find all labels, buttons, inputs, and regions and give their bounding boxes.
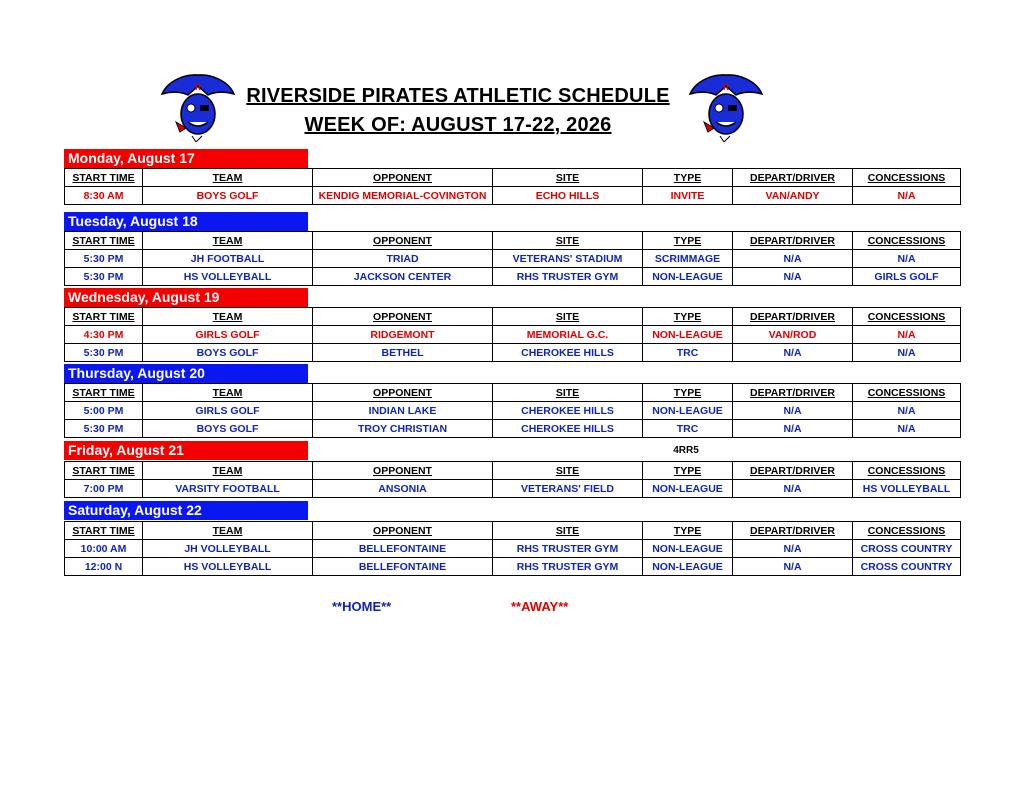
depart-driver-cell: N/A [733,480,853,498]
day-header: Friday, August 21 [64,441,308,460]
concessions-cell: N/A [853,187,961,205]
day-header: Monday, August 17 [64,149,308,168]
column-header: TEAM [143,462,313,480]
column-header: START TIME [65,462,143,480]
column-header: TYPE [643,232,733,250]
table-row [65,344,961,362]
opponent-cell: JACKSON CENTER [313,268,493,286]
type-cell: TRC [643,420,733,438]
start-time-cell: 8:30 AM [65,187,143,205]
schedule-table [64,521,961,576]
day-header: Thursday, August 20 [64,364,308,383]
column-header: OPPONENT [313,522,493,540]
schedule-title [0,82,916,140]
type-cell: NON-LEAGUE [643,480,733,498]
start-time-cell: 4:30 PM [65,326,143,344]
concessions-cell: HS VOLLEYBALL [853,480,961,498]
pirate-mascot-icon [158,72,238,142]
depart-driver-cell: VAN/ROD [733,326,853,344]
column-header: TYPE [643,169,733,187]
type-cell: TRC [643,344,733,362]
site-cell: RHS TRUSTER GYM [493,558,643,576]
column-header: CONCESSIONS [853,308,961,326]
column-header: SITE [493,169,643,187]
column-header: SITE [493,308,643,326]
depart-driver-cell: VAN/ANDY [733,187,853,205]
column-header: TEAM [143,232,313,250]
schedule-table [64,461,961,498]
table-row [65,402,961,420]
opponent-cell: BELLEFONTAINE [313,558,493,576]
type-cell: NON-LEAGUE [643,558,733,576]
svg-text:R: R [195,83,201,92]
site-cell: CHEROKEE HILLS [493,420,643,438]
opponent-cell: RIDGEMONT [313,326,493,344]
site-cell: MEMORIAL G.C. [493,326,643,344]
column-header: SITE [493,522,643,540]
depart-driver-cell: N/A [733,558,853,576]
table-row [65,187,961,205]
column-header: TYPE [643,384,733,402]
column-header: TEAM [143,308,313,326]
column-header: SITE [493,462,643,480]
table-row [65,558,961,576]
column-header: START TIME [65,308,143,326]
team-cell: HS VOLLEYBALL [143,268,313,286]
column-header: CONCESSIONS [853,169,961,187]
column-header: SITE [493,232,643,250]
team-cell: HS VOLLEYBALL [143,558,313,576]
concessions-cell: GIRLS GOLF [853,268,961,286]
column-header: TYPE [643,308,733,326]
team-cell: BOYS GOLF [143,420,313,438]
column-header: DEPART/DRIVER [733,169,853,187]
column-header: CONCESSIONS [853,384,961,402]
opponent-cell: ANSONIA [313,480,493,498]
svg-text:R: R [723,83,729,92]
type-cell: NON-LEAGUE [643,326,733,344]
site-cell: CHEROKEE HILLS [493,344,643,362]
title-line-2: WEEK OF: AUGUST 17-22, 2026 [304,114,612,136]
team-cell: JH FOOTBALL [143,250,313,268]
depart-driver-cell: N/A [733,540,853,558]
column-header: TEAM [143,384,313,402]
table-row [65,540,961,558]
column-header: TEAM [143,522,313,540]
day-header: Tuesday, August 18 [64,212,308,231]
opponent-cell: BELLEFONTAINE [313,540,493,558]
column-header: START TIME [65,232,143,250]
column-header: OPPONENT [313,232,493,250]
column-header: DEPART/DRIVER [733,462,853,480]
depart-driver-cell: N/A [733,344,853,362]
depart-driver-cell: N/A [733,268,853,286]
table-header-row [65,522,961,540]
opponent-cell: INDIAN LAKE [313,402,493,420]
site-cell: RHS TRUSTER GYM [493,540,643,558]
table-row [65,326,961,344]
table-header-row [65,232,961,250]
concessions-cell: N/A [853,344,961,362]
table-row [65,420,961,438]
legend-home: **HOME** [332,599,392,614]
concessions-cell: CROSS COUNTRY [853,558,961,576]
concessions-cell: N/A [853,326,961,344]
depart-driver-cell: N/A [733,402,853,420]
start-time-cell: 12:00 N [65,558,143,576]
column-header: OPPONENT [313,308,493,326]
column-header: CONCESSIONS [853,462,961,480]
column-header: START TIME [65,522,143,540]
column-header: OPPONENT [313,384,493,402]
opponent-cell: BETHEL [313,344,493,362]
site-cell: VETERANS' FIELD [493,480,643,498]
team-cell: BOYS GOLF [143,187,313,205]
column-header: DEPART/DRIVER [733,308,853,326]
opponent-cell: TRIAD [313,250,493,268]
column-header: OPPONENT [313,462,493,480]
schedule-table [64,231,961,286]
table-header-row [65,384,961,402]
table-row [65,250,961,268]
start-time-cell: 10:00 AM [65,540,143,558]
column-header: START TIME [65,169,143,187]
site-cell: VETERANS' STADIUM [493,250,643,268]
concessions-cell: N/A [853,420,961,438]
team-cell: BOYS GOLF [143,344,313,362]
day-header: Saturday, August 22 [64,501,308,520]
type-cell: INVITE [643,187,733,205]
start-time-cell: 5:30 PM [65,420,143,438]
type-cell: NON-LEAGUE [643,402,733,420]
schedule-table [64,168,961,205]
team-cell: VARSITY FOOTBALL [143,480,313,498]
opponent-cell: TROY CHRISTIAN [313,420,493,438]
start-time-cell: 5:30 PM [65,344,143,362]
pirate-mascot-icon [686,72,766,142]
column-header: TYPE [643,462,733,480]
table-row [65,268,961,286]
start-time-cell: 5:30 PM [65,250,143,268]
legend-away: **AWAY** [511,599,569,614]
column-header: TEAM [143,169,313,187]
table-row [65,480,961,498]
schedule-table [64,307,961,362]
column-header: TYPE [643,522,733,540]
column-header: DEPART/DRIVER [733,384,853,402]
team-cell: GIRLS GOLF [143,326,313,344]
concessions-cell: CROSS COUNTRY [853,540,961,558]
depart-driver-cell: N/A [733,250,853,268]
column-header: START TIME [65,384,143,402]
schedule-table [64,383,961,438]
opponent-cell: KENDIG MEMORIAL-COVINGTON [313,187,493,205]
site-cell: RHS TRUSTER GYM [493,268,643,286]
type-cell: NON-LEAGUE [643,268,733,286]
site-cell: CHEROKEE HILLS [493,402,643,420]
team-cell: GIRLS GOLF [143,402,313,420]
column-header: CONCESSIONS [853,522,961,540]
start-time-cell: 7:00 PM [65,480,143,498]
site-cell: ECHO HILLS [493,187,643,205]
day-note: 4RR5 [673,445,699,456]
column-header: CONCESSIONS [853,232,961,250]
day-header: Wednesday, August 19 [64,288,308,307]
depart-driver-cell: N/A [733,420,853,438]
title-line-1: RIVERSIDE PIRATES ATHLETIC SCHEDULE [246,85,670,107]
column-header: OPPONENT [313,169,493,187]
start-time-cell: 5:30 PM [65,268,143,286]
start-time-cell: 5:00 PM [65,402,143,420]
table-header-row [65,169,961,187]
table-header-row [65,462,961,480]
concessions-cell: N/A [853,402,961,420]
column-header: SITE [493,384,643,402]
column-header: DEPART/DRIVER [733,232,853,250]
column-header: DEPART/DRIVER [733,522,853,540]
type-cell: SCRIMMAGE [643,250,733,268]
table-header-row [65,308,961,326]
team-cell: JH VOLLEYBALL [143,540,313,558]
concessions-cell: N/A [853,250,961,268]
type-cell: NON-LEAGUE [643,540,733,558]
